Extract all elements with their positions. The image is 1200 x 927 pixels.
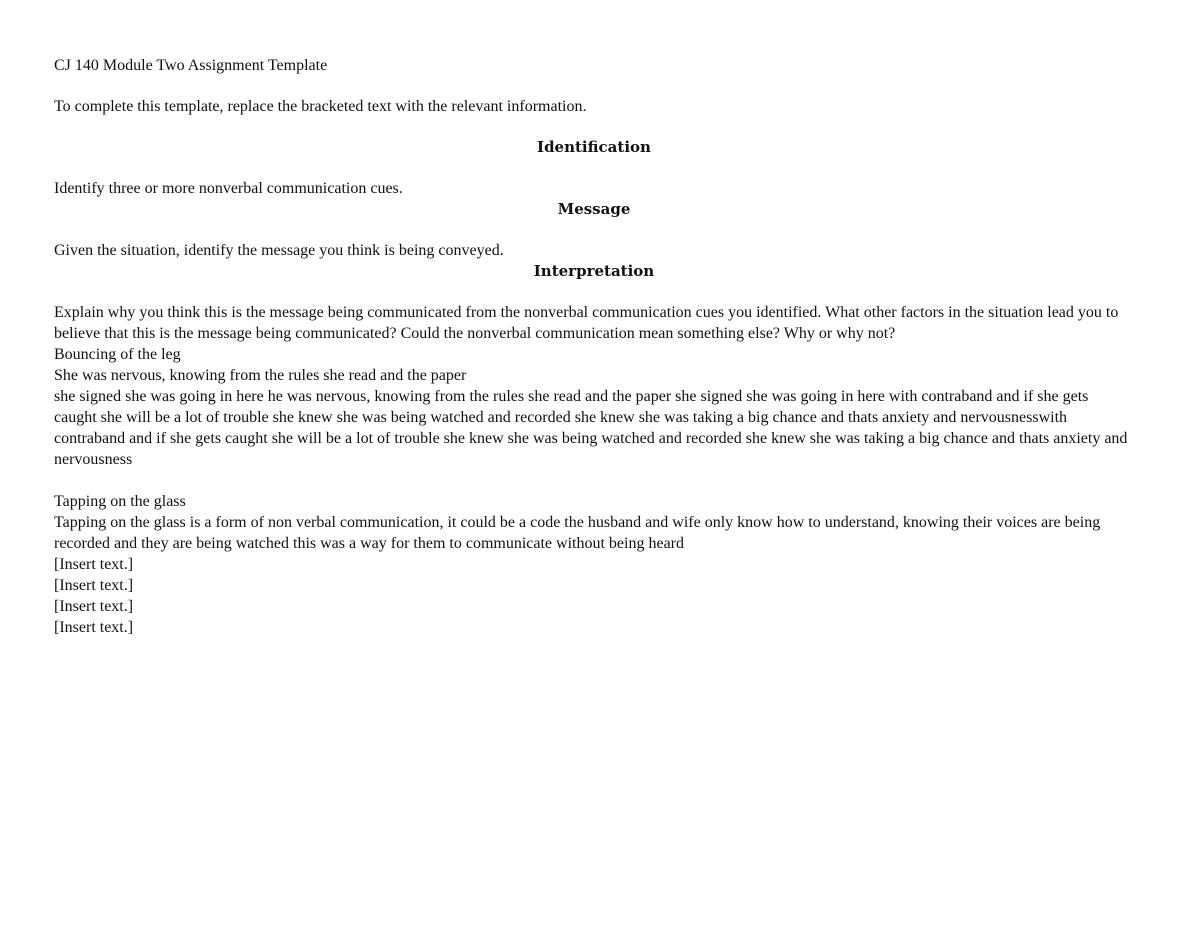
insert-text-placeholder: [Insert text.] [54, 556, 134, 573]
heading-message: Message [557, 200, 631, 218]
document-title: CJ 140 Module Two Assignment Template [54, 57, 328, 74]
insert-text-placeholder: [Insert text.] [54, 577, 134, 594]
template-instructions: To complete this template, replace the bracketed text with the relevant information. [54, 98, 587, 115]
identification-prompt: Identify three or more nonverbal communication cues. [54, 180, 403, 197]
cue-1-line: She was nervous, knowing from the rules she read and the paper [54, 367, 467, 384]
message-prompt: Given the situation, identify the message you think is being conveyed. [54, 242, 504, 259]
cue-1-detail: she signed she was going in here he was nervous, knowing from the rules she read and the paper she signed she was going in here with contraband and if she gets caught she will be a lot of trouble she knew she was being watched and recorded she knew she was taking a big chance and thats anxiety and nervousnesswith contraband and if she gets caught she will be a lot of trouble she knew she was being watched and recorded she knew she was taking a big chance and thats anxiety and nervousness [54, 388, 1128, 468]
insert-text-placeholder: [Insert text.] [54, 619, 134, 636]
cue-1-title: Bouncing of the leg [54, 346, 181, 363]
heading-identification: Identification [537, 138, 651, 156]
insert-text-placeholder: [Insert text.] [54, 598, 134, 615]
document-page [54, 55, 1134, 638]
heading-interpretation: Interpretation [533, 262, 655, 280]
cue-2-detail: Tapping on the glass is a form of non verbal communication, it could be a code the husband and wife only know how to understand, knowing their voices are being recorded and they are being watched this was a way for them to communicate without being heard [54, 514, 1101, 552]
interpretation-prompt: Explain why you think this is the message being communicated from the nonverbal communication cues you identified. What other factors in the situation lead you to believe that this is the message being communicated? Could the nonverbal communication mean something else? Why or why not? [54, 304, 1119, 342]
cue-2-title: Tapping on the glass [54, 493, 186, 510]
paragraph-gap [54, 470, 1134, 491]
